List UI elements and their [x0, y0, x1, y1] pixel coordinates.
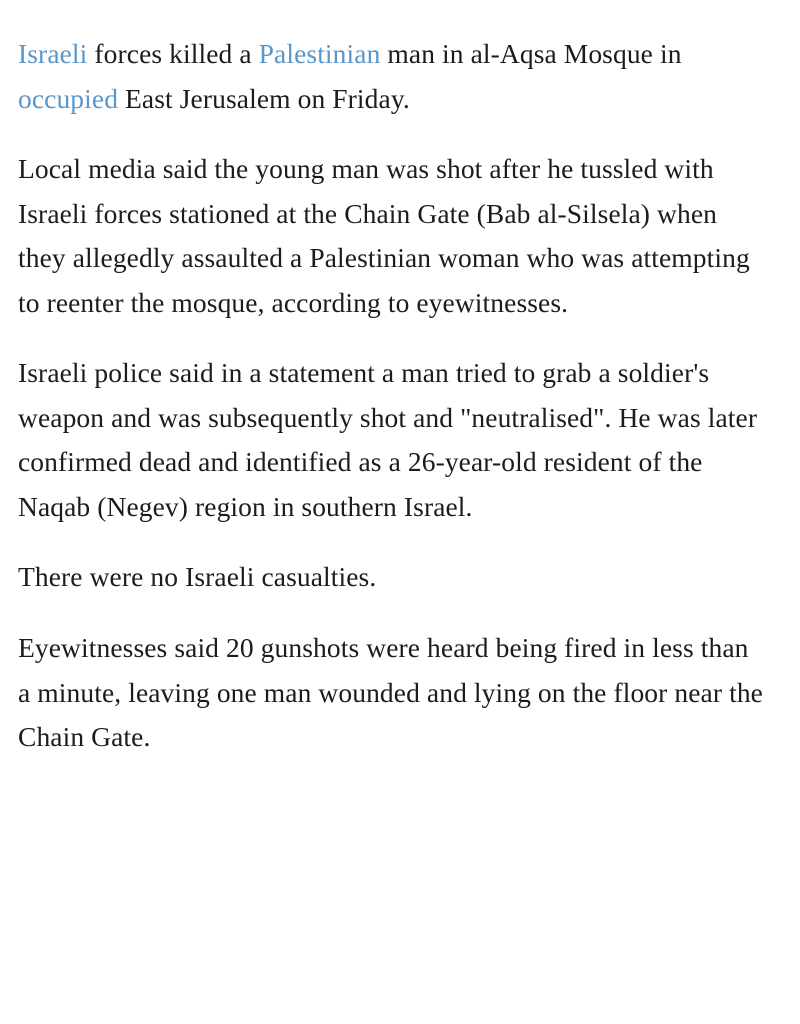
paragraph-p5	[18, 626, 766, 760]
text-run: Eyewitnesses said 20 gunshots were heard being fired in less than a minute, leaving one man wounded and lying on the floor near the Chain Gate.	[18, 632, 763, 753]
paragraph-p2	[18, 147, 766, 325]
text-run: Local media said the young man was shot after he tussled with Israeli forces stationed at the Chain Gate (Bab al-Silsela) when they allegedly assaulted a Palestinian woman who was attempting to reenter the mosque, according to eyewitnesses.	[18, 153, 750, 318]
link-palestinian[interactable]: Palestinian	[258, 38, 381, 69]
link-israeli[interactable]: Israeli	[18, 38, 88, 69]
paragraph-p1	[18, 32, 766, 121]
paragraph-p3	[18, 351, 766, 529]
link-occupied[interactable]: occupied	[18, 82, 119, 114]
text-run: forces killed a	[87, 38, 259, 69]
text-run: Israeli police said in a statement a man tried to grab a soldier's weapon and was subsequently shot and "neutralised". He was later confirmed dead and identified as a 26-year-old resident of the Naqab (Negev) region in southern Israel.	[18, 357, 758, 522]
text-run: East Jerusalem on Friday.	[118, 82, 410, 114]
text-run: man in al-Aqsa Mosque in	[380, 38, 682, 69]
paragraph-p4	[18, 555, 766, 600]
text-run: There were no Israeli casualties.	[18, 561, 377, 593]
